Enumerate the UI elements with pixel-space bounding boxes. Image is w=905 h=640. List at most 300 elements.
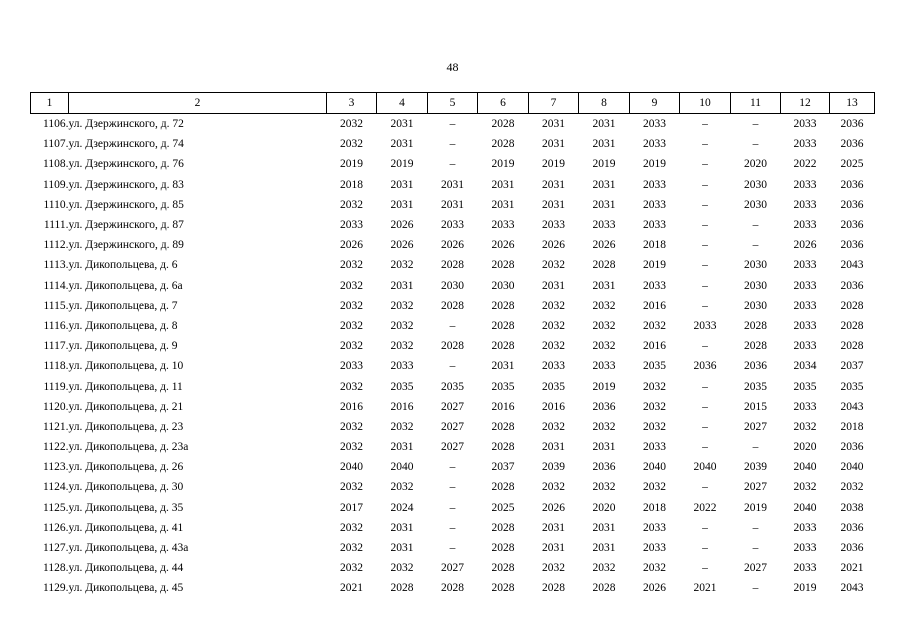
address-cell: ул. Дикопольцева, д. 23а [68, 441, 189, 454]
year-cell: 2032 [793, 420, 817, 433]
year-cell: 2032 [840, 481, 864, 494]
year-cell: 2033 [390, 360, 414, 373]
year-cell: – [752, 582, 759, 595]
year-cell: 2016 [542, 400, 565, 413]
year-cell: 2028 [592, 259, 616, 272]
year-cell: 2031 [592, 178, 616, 191]
table-row [31, 538, 875, 558]
year-cell: – [449, 521, 456, 534]
year-cell: 2033 [643, 219, 666, 232]
address-cell: ул. Дикопольцева, д. 44 [68, 562, 184, 575]
year-cell: 2022 [693, 501, 717, 514]
year-cell: 2028 [491, 562, 515, 575]
year-cell: 2032 [340, 340, 363, 353]
year-cell: 2032 [592, 319, 616, 332]
year-cell: 2033 [643, 441, 666, 454]
year-cell: 2027 [441, 441, 464, 454]
table-header [31, 93, 875, 114]
year-cell: 2036 [693, 360, 717, 373]
year-cell: 2033 [693, 319, 717, 332]
year-cell: – [702, 118, 708, 131]
address-cell: ул. Дзержинского, д. 76 [68, 158, 184, 171]
year-cell: 2033 [340, 219, 363, 232]
year-cell: – [702, 239, 708, 252]
year-cell: 2035 [793, 380, 817, 393]
year-cell: 2026 [542, 501, 565, 514]
year-cell: 2033 [643, 138, 666, 151]
year-cell: 2035 [840, 380, 864, 393]
year-cell: 2033 [793, 521, 817, 534]
year-cell: 2030 [744, 259, 767, 272]
year-cell: 2017 [340, 501, 363, 514]
year-cell: 2028 [744, 340, 767, 353]
year-cell: 2035 [643, 360, 666, 373]
year-cell: 2040 [340, 461, 363, 474]
year-cell: 2032 [643, 562, 666, 575]
table-row [31, 397, 875, 417]
year-cell: 2016 [340, 400, 363, 413]
year-cell: 2040 [693, 461, 717, 474]
year-cell: 2031 [542, 178, 565, 191]
year-cell: 2032 [592, 299, 616, 312]
year-cell: 2020 [744, 158, 767, 171]
row-number: 1120. [43, 400, 69, 413]
year-cell: 2031 [542, 542, 565, 555]
table-row [31, 255, 875, 275]
year-cell: 2028 [542, 582, 565, 595]
year-cell: – [449, 461, 456, 474]
year-cell: 2033 [592, 219, 616, 232]
table-row [31, 114, 875, 135]
column-header-7: 7 [529, 93, 579, 114]
row-number: 1116. [43, 319, 69, 332]
year-cell: 2032 [390, 481, 414, 494]
row-number: 1128. [43, 562, 69, 575]
table-row [31, 457, 875, 477]
year-cell: 2020 [793, 441, 817, 454]
year-cell: 2040 [793, 501, 817, 514]
year-cell: 2032 [643, 481, 666, 494]
year-cell: 2033 [340, 360, 363, 373]
year-cell: 2032 [340, 481, 363, 494]
year-cell: 2016 [491, 400, 515, 413]
year-cell: – [449, 158, 456, 171]
year-cell: 2030 [744, 299, 767, 312]
year-cell: 2033 [542, 219, 565, 232]
year-cell: 2027 [441, 562, 464, 575]
address-cell: ул. Дикопольцева, д. 21 [68, 400, 184, 413]
year-cell: – [702, 279, 708, 292]
year-cell: 2033 [542, 360, 565, 373]
year-cell: 2018 [840, 420, 864, 433]
year-cell: 2025 [840, 158, 864, 171]
row-number: 1110. [43, 198, 69, 211]
column-header-10: 10 [680, 93, 731, 114]
year-cell: 2028 [390, 582, 414, 595]
year-cell: 2031 [441, 198, 464, 211]
year-cell: – [752, 239, 759, 252]
table-row [31, 437, 875, 457]
address-cell: ул. Дикопольцева, д. 23 [68, 420, 184, 433]
year-cell: 2015 [744, 400, 767, 413]
year-cell: 2028 [441, 340, 464, 353]
row-number: 1113. [43, 259, 69, 272]
address-cell: ул. Дикопольцева, д. 6 [68, 259, 178, 272]
year-cell: 2032 [542, 420, 565, 433]
year-cell: 2028 [840, 340, 864, 353]
year-cell: 2032 [340, 542, 363, 555]
year-cell: 2027 [744, 481, 767, 494]
year-cell: – [702, 441, 708, 454]
year-cell: 2033 [643, 279, 666, 292]
table-row [31, 276, 875, 296]
year-cell: 2028 [491, 319, 515, 332]
address-cell: ул. Дикопольцева, д. 8 [68, 319, 178, 332]
column-header-9: 9 [630, 93, 680, 114]
year-cell: 2040 [643, 461, 666, 474]
year-cell: 2020 [592, 501, 616, 514]
year-cell: 2040 [793, 461, 817, 474]
column-header-4: 4 [377, 93, 428, 114]
row-number: 1112. [43, 239, 69, 252]
year-cell: 2032 [390, 562, 414, 575]
year-cell: 2036 [840, 239, 864, 252]
year-cell: 2019 [491, 158, 515, 171]
row-number: 1122. [43, 441, 69, 454]
year-cell: – [752, 542, 759, 555]
year-cell: 2037 [491, 461, 515, 474]
year-cell: 2036 [840, 279, 864, 292]
year-cell: – [449, 319, 456, 332]
year-cell: 2032 [340, 118, 363, 131]
year-cell: 2031 [390, 521, 414, 534]
year-cell: 2026 [643, 582, 666, 595]
year-cell: 2032 [592, 562, 616, 575]
year-cell: 2016 [643, 340, 666, 353]
page-number: 48 [446, 60, 459, 74]
table-row [31, 518, 875, 538]
year-cell: 2032 [643, 380, 666, 393]
year-cell: 2027 [744, 420, 767, 433]
year-cell: 2027 [744, 562, 767, 575]
year-cell: 2033 [643, 521, 666, 534]
year-cell: 2033 [592, 360, 616, 373]
year-cell: 2037 [840, 360, 864, 373]
year-cell: – [702, 481, 708, 494]
year-cell: – [752, 138, 759, 151]
year-cell: 2031 [542, 279, 565, 292]
year-cell: 2031 [592, 521, 616, 534]
year-cell: 2036 [840, 138, 864, 151]
year-cell: 2031 [441, 178, 464, 191]
year-cell: 2027 [441, 400, 464, 413]
year-cell: 2033 [793, 138, 817, 151]
year-cell: 2032 [390, 259, 414, 272]
address-cell: ул. Дзержинского, д. 83 [68, 178, 184, 191]
year-cell: 2032 [643, 319, 666, 332]
year-cell: 2031 [542, 138, 565, 151]
year-cell: 2028 [840, 299, 864, 312]
address-cell: ул. Дикопольцева, д. 11 [68, 380, 183, 393]
year-cell: 2028 [441, 582, 464, 595]
year-cell: – [449, 118, 456, 131]
table-row [31, 336, 875, 356]
row-number: 1124. [43, 481, 69, 494]
table-row [31, 498, 875, 518]
year-cell: – [702, 299, 708, 312]
year-cell: 2026 [491, 239, 515, 252]
year-cell: 2019 [643, 158, 666, 171]
year-cell: 2028 [491, 259, 515, 272]
year-cell: 2031 [592, 542, 616, 555]
year-cell: 2026 [793, 239, 817, 252]
row-number: 1125. [43, 501, 69, 514]
year-cell: 2019 [793, 582, 817, 595]
year-cell: 2021 [840, 562, 864, 575]
address-cell: ул. Дикопольцева, д. 45 [68, 582, 184, 595]
year-cell: 2043 [840, 259, 864, 272]
year-cell: 2033 [793, 299, 817, 312]
year-cell: 2028 [491, 441, 515, 454]
year-cell: – [752, 118, 759, 131]
row-number: 1108. [43, 158, 69, 171]
year-cell: 2026 [441, 239, 464, 252]
year-cell: – [702, 178, 708, 191]
year-cell: 2032 [592, 340, 616, 353]
year-cell: 2031 [390, 542, 414, 555]
row-number: 1107. [43, 138, 69, 151]
table-row [31, 154, 875, 174]
year-cell: 2019 [643, 259, 666, 272]
year-cell: 2032 [340, 198, 363, 211]
year-cell: 2030 [744, 178, 767, 191]
year-cell: 2032 [340, 319, 363, 332]
year-cell: 2031 [390, 138, 414, 151]
table-body [31, 114, 875, 599]
year-cell: – [702, 259, 708, 272]
year-cell: – [752, 219, 759, 232]
year-cell: 2036 [592, 400, 616, 413]
year-cell: 2033 [793, 340, 817, 353]
year-cell: 2032 [340, 279, 363, 292]
year-cell: – [702, 380, 708, 393]
table-row [31, 356, 875, 376]
year-cell: 2032 [390, 319, 414, 332]
year-cell: 2032 [390, 340, 414, 353]
year-cell: 2035 [744, 380, 767, 393]
year-cell: 2033 [643, 118, 666, 131]
year-cell: 2028 [840, 319, 864, 332]
year-cell: 2031 [491, 178, 515, 191]
year-cell: 2032 [340, 299, 363, 312]
year-cell: 2031 [390, 198, 414, 211]
year-cell: – [449, 138, 456, 151]
year-cell: 2032 [542, 481, 565, 494]
year-cell: – [702, 521, 708, 534]
year-cell: – [702, 340, 708, 353]
year-cell: 2036 [840, 118, 864, 131]
year-cell: 2030 [744, 279, 767, 292]
table-row [31, 134, 875, 154]
table-row [31, 376, 875, 396]
year-cell: 2032 [340, 420, 363, 433]
year-cell: 2028 [491, 420, 515, 433]
address-cell: ул. Дикопольцева, д. 7 [68, 299, 178, 312]
address-cell: ул. Дикопольцева, д. 41 [68, 521, 184, 534]
year-cell: 2036 [840, 178, 864, 191]
row-number: 1126. [43, 521, 69, 534]
year-cell: 2031 [390, 118, 414, 131]
column-header-11: 11 [731, 93, 781, 114]
address-cell: ул. Дзержинского, д. 74 [68, 138, 184, 151]
year-cell: 2033 [643, 178, 666, 191]
year-cell: 2032 [340, 441, 363, 454]
row-number: 1123. [43, 461, 69, 474]
row-number: 1109. [43, 178, 69, 191]
year-cell: 2032 [390, 420, 414, 433]
column-header-1: 1 [31, 93, 69, 114]
year-cell: 2019 [744, 501, 767, 514]
year-cell: 2021 [693, 582, 717, 595]
year-cell: 2031 [390, 178, 414, 191]
year-cell: 2032 [542, 562, 565, 575]
year-cell: 2019 [340, 158, 363, 171]
year-cell: 2036 [744, 360, 767, 373]
year-cell: 2033 [793, 562, 817, 575]
year-cell: 2039 [744, 461, 767, 474]
year-cell: 2019 [390, 158, 414, 171]
year-cell: 2032 [592, 481, 616, 494]
year-cell: 2028 [491, 340, 515, 353]
year-cell: 2021 [340, 582, 363, 595]
year-cell: 2033 [793, 319, 817, 332]
year-cell: 2032 [340, 562, 363, 575]
year-cell: 2030 [491, 279, 515, 292]
row-number: 1121. [43, 420, 69, 433]
year-cell: 2026 [592, 239, 616, 252]
year-cell: 2030 [441, 279, 464, 292]
year-cell: – [702, 138, 708, 151]
year-cell: – [702, 562, 708, 575]
year-cell: – [702, 420, 708, 433]
column-header-5: 5 [428, 93, 478, 114]
year-cell: 2022 [793, 158, 817, 171]
year-cell: 2033 [793, 259, 817, 272]
row-number: 1115. [43, 299, 69, 312]
address-cell: ул. Дзержинского, д. 85 [68, 198, 184, 211]
address-cell: ул. Дзержинского, д. 72 [68, 118, 184, 131]
year-cell: 2018 [643, 501, 666, 514]
year-cell: 2028 [491, 481, 515, 494]
table-row [31, 558, 875, 578]
year-cell: 2028 [744, 319, 767, 332]
year-cell: 2032 [542, 259, 565, 272]
year-cell: 2031 [542, 521, 565, 534]
year-cell: 2026 [390, 219, 414, 232]
year-cell: 2035 [491, 380, 515, 393]
year-cell: 2028 [592, 582, 616, 595]
year-cell: 2036 [840, 521, 864, 534]
data-table [30, 92, 875, 599]
year-cell: 2032 [643, 420, 666, 433]
year-cell: 2028 [491, 542, 515, 555]
year-cell: 2033 [793, 219, 817, 232]
year-cell: 2018 [340, 178, 363, 191]
year-cell: 2026 [542, 239, 565, 252]
year-cell: 2031 [592, 118, 616, 131]
year-cell: 2036 [592, 461, 616, 474]
year-cell: 2019 [592, 380, 616, 393]
year-cell: 2024 [390, 501, 414, 514]
year-cell: 2043 [840, 582, 864, 595]
year-cell: 2033 [643, 542, 666, 555]
year-cell: 2036 [840, 542, 864, 555]
year-cell: 2028 [491, 138, 515, 151]
address-cell: ул. Дикопольцева, д. 30 [68, 481, 184, 494]
year-cell: 2032 [340, 259, 363, 272]
row-number: 1118. [43, 360, 69, 373]
year-cell: – [702, 198, 708, 211]
table-row [31, 215, 875, 235]
column-header-13: 13 [830, 93, 875, 114]
year-cell: – [752, 521, 759, 534]
year-cell: 2036 [840, 198, 864, 211]
row-number: 1117. [43, 340, 69, 353]
address-cell: ул. Дикопольцева, д. 6а [68, 279, 183, 292]
address-cell: ул. Дзержинского, д. 89 [68, 239, 184, 252]
address-cell: ул. Дзержинского, д. 87 [68, 219, 184, 232]
year-cell: – [752, 441, 759, 454]
year-cell: 2035 [542, 380, 565, 393]
year-cell: 2027 [441, 420, 464, 433]
year-cell: 2016 [390, 400, 414, 413]
year-cell: 2026 [390, 239, 414, 252]
year-cell: 2033 [793, 118, 817, 131]
year-cell: 2038 [840, 501, 864, 514]
year-cell: 2031 [491, 360, 515, 373]
row-number: 1119. [43, 380, 69, 393]
year-cell: – [702, 219, 708, 232]
year-cell: 2028 [441, 259, 464, 272]
row-number: 1127. [43, 542, 69, 555]
address-cell: ул. Дикопольцева, д. 10 [68, 360, 184, 373]
table-row [31, 578, 875, 598]
table-row [31, 195, 875, 215]
year-cell: 2033 [491, 219, 515, 232]
column-header-6: 6 [478, 93, 529, 114]
year-cell: 2019 [592, 158, 616, 171]
year-cell: – [702, 400, 708, 413]
year-cell: 2033 [643, 198, 666, 211]
year-cell: – [449, 360, 456, 373]
year-cell: – [702, 542, 708, 555]
year-cell: 2032 [390, 299, 414, 312]
year-cell: 2032 [542, 319, 565, 332]
column-header-2: 2 [69, 93, 327, 114]
table-row [31, 477, 875, 497]
address-cell: ул. Дикопольцева, д. 43а [68, 542, 189, 555]
row-number: 1111. [43, 219, 69, 232]
year-cell: 2035 [390, 380, 414, 393]
year-cell: 2034 [793, 360, 817, 373]
year-cell: 2031 [542, 198, 565, 211]
year-cell: 2025 [491, 501, 515, 514]
year-cell: 2036 [840, 219, 864, 232]
year-cell: 2031 [542, 118, 565, 131]
year-cell: 2031 [390, 441, 414, 454]
year-cell: 2031 [491, 198, 515, 211]
year-cell: 2032 [643, 400, 666, 413]
